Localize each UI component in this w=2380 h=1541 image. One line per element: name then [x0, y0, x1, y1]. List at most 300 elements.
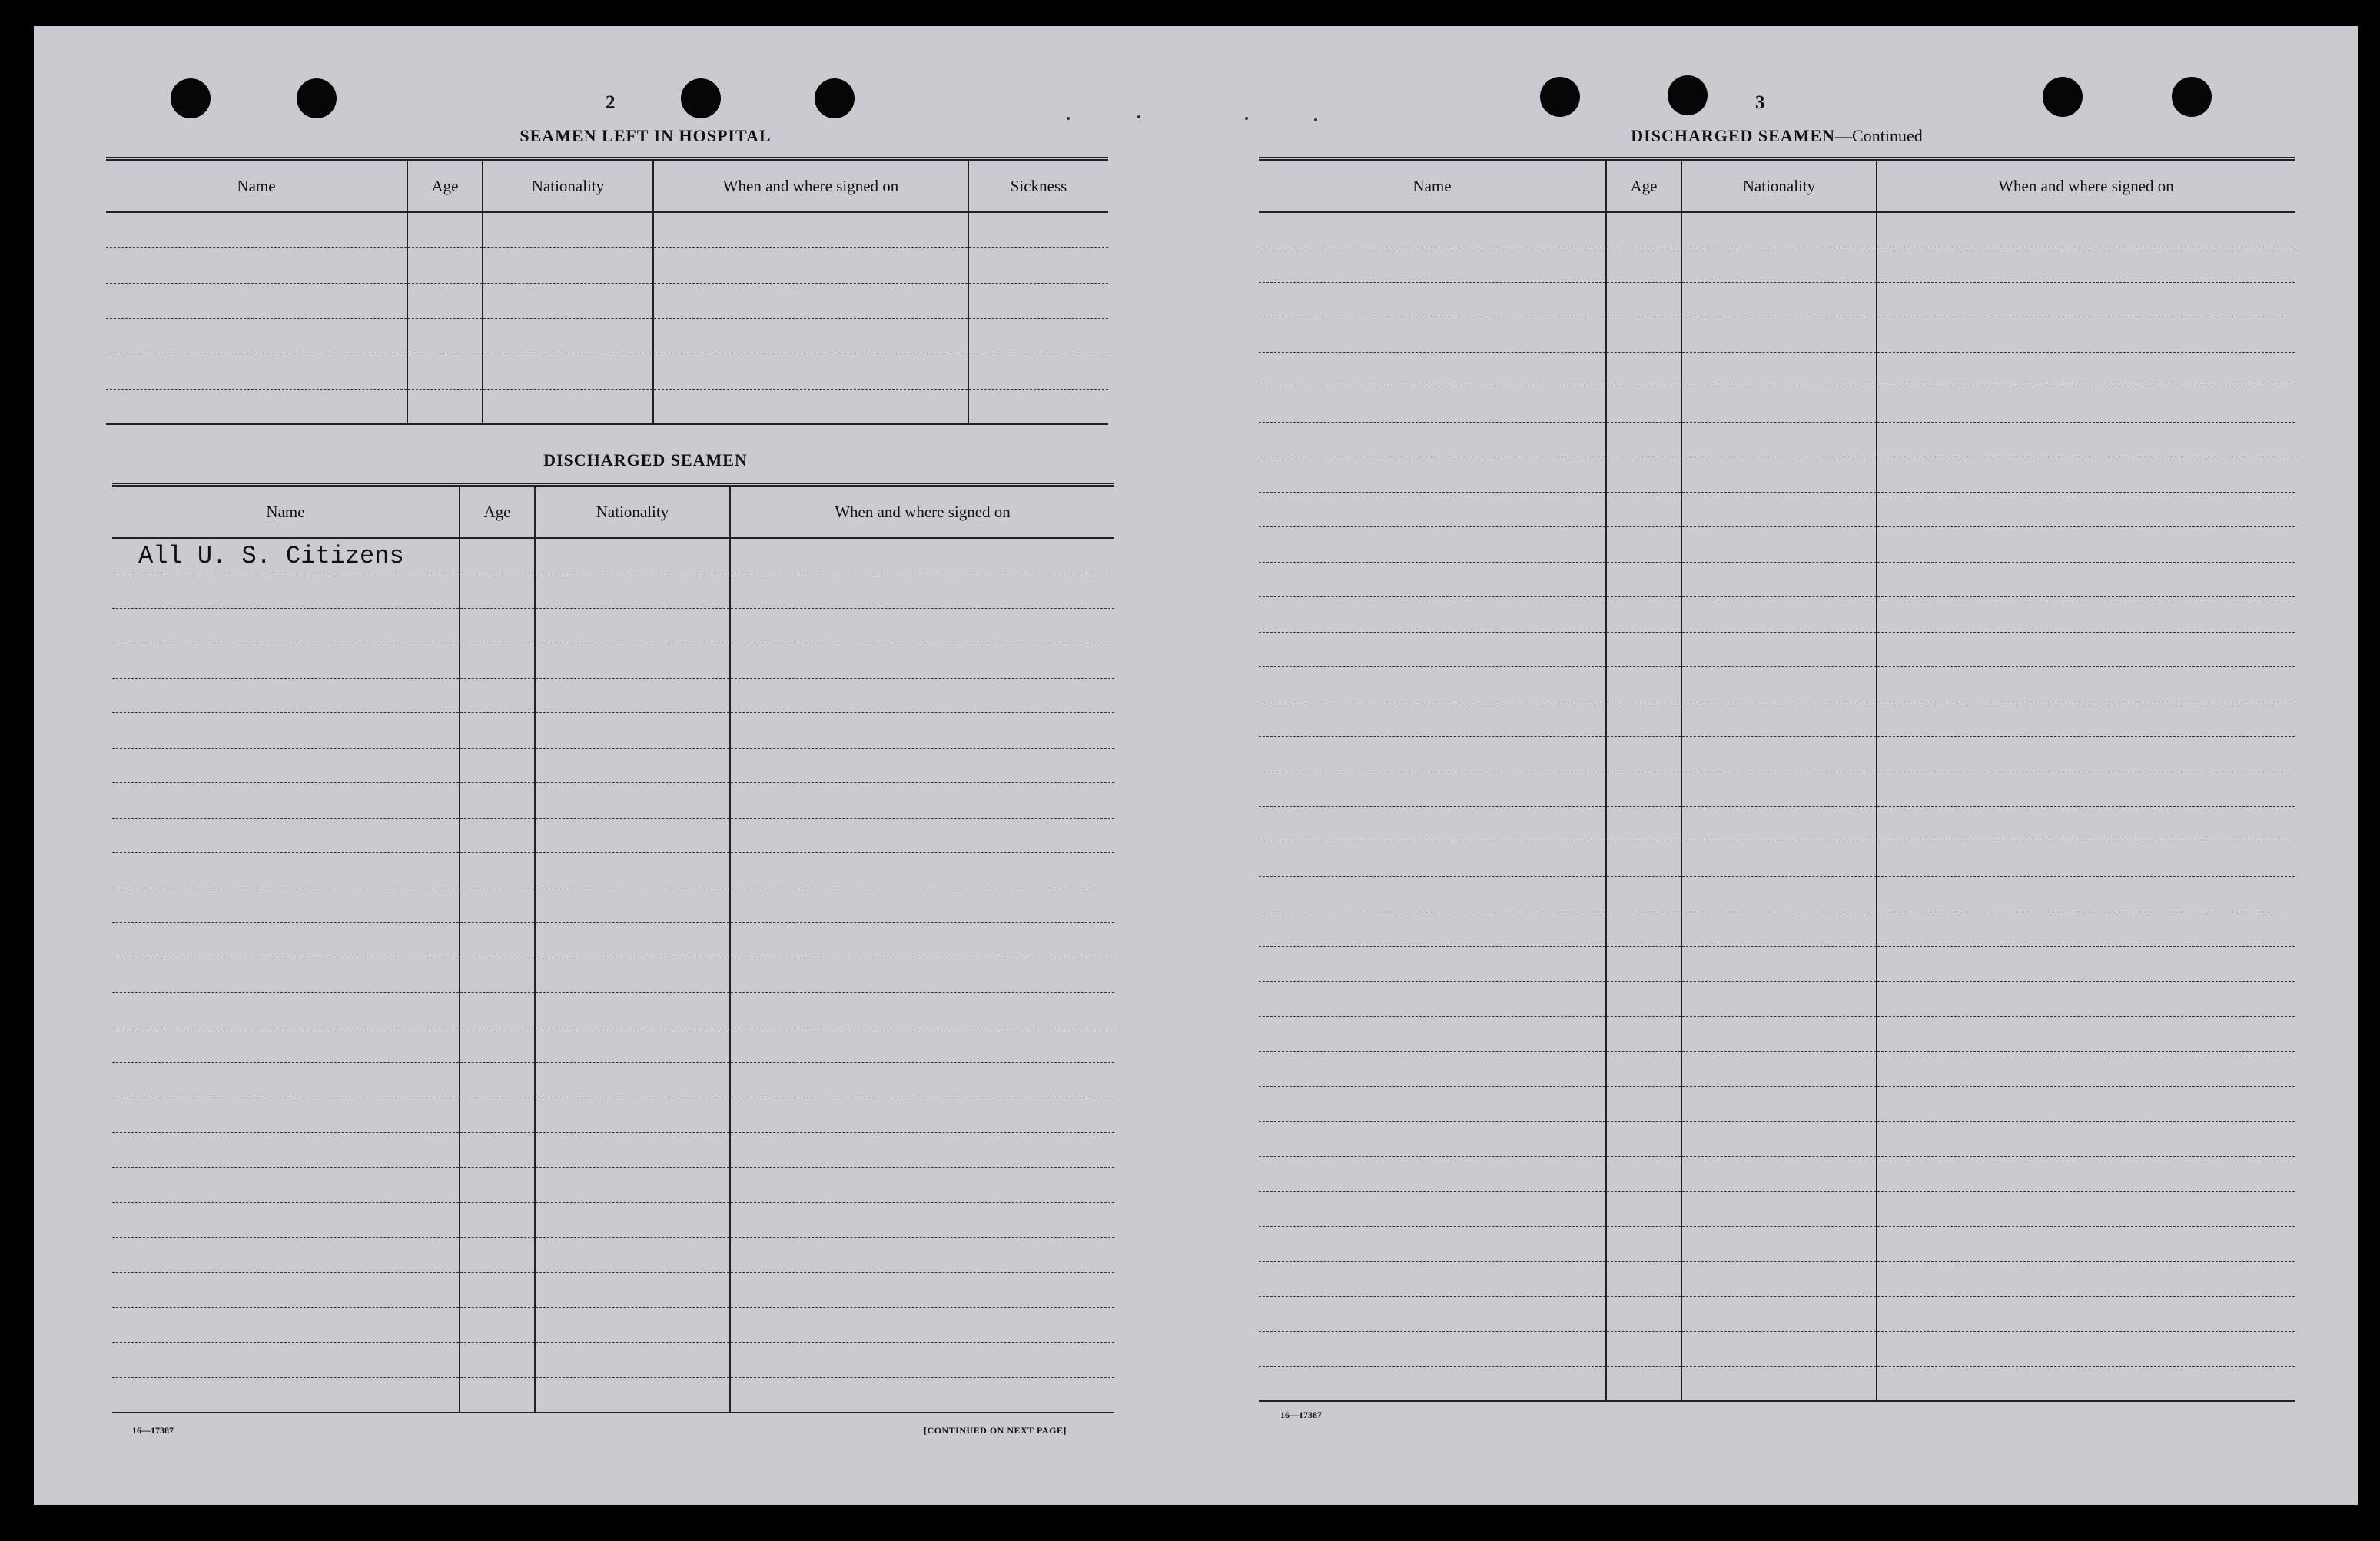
table-row: [1259, 317, 2295, 353]
table-cell: [1606, 772, 1681, 807]
table-cell: [112, 1343, 460, 1378]
table-cell: [1681, 562, 1877, 597]
table-cell: [730, 1063, 1114, 1098]
table-cell: [535, 1343, 730, 1378]
punch-hole: [297, 78, 337, 118]
table-cell: [1681, 1087, 1877, 1122]
table-cell: [112, 1377, 460, 1413]
table-cell: [730, 1307, 1114, 1343]
table-cell: [535, 818, 730, 853]
table-cell: [1259, 1331, 1606, 1367]
table-row: [106, 247, 1108, 283]
table-cell: [1877, 562, 2295, 597]
table-header-row: [112, 485, 1114, 539]
table-row: [1259, 667, 2295, 702]
punch-hole: [1540, 77, 1580, 117]
table-cell: [730, 1028, 1114, 1063]
table-cell: [1606, 492, 1681, 527]
table-cell: [1681, 772, 1877, 807]
table-row: [1259, 597, 2295, 633]
table-cell: [1681, 212, 1877, 247]
table-cell: [1606, 737, 1681, 772]
column-header: Nationality: [535, 485, 730, 539]
table-row: [112, 1133, 1114, 1168]
table-cell: [1606, 352, 1681, 387]
table-cell: [112, 1063, 460, 1098]
table-cell: [730, 1377, 1114, 1413]
table-row: [1259, 877, 2295, 912]
table-cell: [535, 1133, 730, 1168]
discharged-continued-table: [1259, 157, 2295, 1402]
table-cell: [1877, 352, 2295, 387]
table-cell: [1259, 1367, 1606, 1402]
table-cell: [483, 212, 653, 247]
table-cell: [535, 853, 730, 888]
table-row: [1259, 282, 2295, 317]
table-cell: [1681, 912, 1877, 947]
table-cell: [1606, 947, 1681, 982]
table-cell: [730, 1203, 1114, 1238]
table-row: [1259, 912, 2295, 947]
table-cell: [460, 783, 535, 819]
table-cell: [1259, 1051, 1606, 1087]
table-cell: [460, 818, 535, 853]
table-cell: [1606, 1121, 1681, 1157]
table-cell: [1877, 1121, 2295, 1157]
column-header: Age: [407, 159, 483, 213]
table-row: [1259, 247, 2295, 283]
table-cell: [535, 678, 730, 713]
ledger-sheet: [34, 26, 2358, 1505]
table-cell: [112, 643, 460, 679]
table-cell: [1877, 387, 2295, 423]
table-row: [112, 538, 1114, 573]
table-cell: [483, 283, 653, 318]
table-row: [1259, 1051, 2295, 1087]
table-cell: [730, 818, 1114, 853]
table-cell: [1259, 807, 1606, 842]
table-cell: [460, 1237, 535, 1273]
table-cell: [1259, 947, 1606, 982]
table-cell: [535, 538, 730, 573]
table-row: [112, 1203, 1114, 1238]
table-cell: [460, 608, 535, 643]
column-header: When and where signed on: [1877, 159, 2295, 213]
table-cell: [1877, 1191, 2295, 1227]
table-cell: [535, 713, 730, 749]
table-cell: [460, 748, 535, 783]
table-cell: [1259, 1261, 1606, 1297]
table-cell: [968, 247, 1108, 283]
table-row: [112, 818, 1114, 853]
table-cell: [112, 853, 460, 888]
table-cell: [106, 389, 407, 424]
column-header: Name: [112, 485, 460, 539]
table-cell: [535, 573, 730, 609]
table-cell: [1877, 1367, 2295, 1402]
table-cell: [1877, 772, 2295, 807]
table-cell: [460, 713, 535, 749]
table-cell: [1259, 737, 1606, 772]
table-cell: [1877, 912, 2295, 947]
table-cell: [1606, 842, 1681, 877]
table-row: [1259, 1227, 2295, 1262]
table-row: [1259, 562, 2295, 597]
table-row: [1259, 632, 2295, 667]
table-cell: [112, 783, 460, 819]
table-cell: [1877, 527, 2295, 563]
table-cell: [460, 1273, 535, 1308]
table-row: [112, 1343, 1114, 1378]
table-cell: [1877, 1331, 2295, 1367]
table-row: [1259, 947, 2295, 982]
table-cell: [112, 1237, 460, 1273]
table-cell: All U. S. Citizens: [112, 538, 460, 573]
table-cell: [460, 1063, 535, 1098]
table-cell: [1606, 1367, 1681, 1402]
table-cell: [1259, 667, 1606, 702]
table-cell: [730, 1098, 1114, 1133]
table-cell: [1877, 1051, 2295, 1087]
speck: [1314, 118, 1317, 121]
speck: [1245, 117, 1248, 120]
table-cell: [112, 1028, 460, 1063]
table-cell: [460, 1133, 535, 1168]
table-cell: [112, 818, 460, 853]
table-cell: [112, 608, 460, 643]
table-row: [1259, 1331, 2295, 1367]
table-cell: [1681, 317, 1877, 353]
table-cell: [1877, 1227, 2295, 1262]
table-cell: [730, 538, 1114, 573]
table-row: [1259, 422, 2295, 457]
table-row: [1259, 1297, 2295, 1332]
table-cell: [1681, 422, 1877, 457]
table-cell: [460, 888, 535, 923]
table-cell: [407, 318, 483, 354]
table-cell: [460, 958, 535, 993]
table-row: [112, 1273, 1114, 1308]
table-row: [112, 1307, 1114, 1343]
table-cell: [968, 389, 1108, 424]
table-cell: [1877, 981, 2295, 1017]
table-row: [112, 573, 1114, 609]
table-row: [112, 678, 1114, 713]
table-cell: [1681, 527, 1877, 563]
column-header: Nationality: [483, 159, 653, 213]
table-cell: [106, 283, 407, 318]
table-cell: [1681, 597, 1877, 633]
table-cell: [112, 1203, 460, 1238]
table-cell: [1877, 1157, 2295, 1192]
table-row: [1259, 702, 2295, 737]
table-cell: [1681, 282, 1877, 317]
table-cell: [730, 1343, 1114, 1378]
table-cell: [1606, 1297, 1681, 1332]
table-row: [1259, 1087, 2295, 1122]
table-cell: [535, 1237, 730, 1273]
table-row: [112, 713, 1114, 749]
table-cell: [653, 247, 968, 283]
table-cell: [1606, 912, 1681, 947]
table-cell: [1681, 1121, 1877, 1157]
table-cell: [1877, 1297, 2295, 1332]
table-cell: [112, 1307, 460, 1343]
table-row: [112, 1063, 1114, 1098]
table-cell: [730, 888, 1114, 923]
table-cell: [1259, 912, 1606, 947]
speck: [1067, 117, 1070, 120]
table-cell: [730, 958, 1114, 993]
table-cell: [1259, 317, 1606, 353]
table-row: [1259, 1367, 2295, 1402]
table-cell: [1877, 282, 2295, 317]
table-cell: [1606, 702, 1681, 737]
table-cell: [1606, 422, 1681, 457]
table-cell: [112, 713, 460, 749]
table-cell: [1606, 387, 1681, 423]
discharged-table: [112, 483, 1114, 1413]
table-cell: [1259, 282, 1606, 317]
table-row: [1259, 807, 2295, 842]
table-cell: [1259, 562, 1606, 597]
table-cell: [483, 389, 653, 424]
table-cell: [1681, 842, 1877, 877]
table-cell: [535, 888, 730, 923]
hospital-section-title: SEAMEN LEFT IN HOSPITAL: [519, 126, 772, 145]
table-row: [112, 1167, 1114, 1203]
column-header: When and where signed on: [730, 485, 1114, 539]
table-cell: [1877, 422, 2295, 457]
table-cell: [1877, 632, 2295, 667]
table-cell: [460, 853, 535, 888]
column-header: Nationality: [1681, 159, 1877, 213]
table-cell: [1259, 702, 1606, 737]
table-row: [1259, 981, 2295, 1017]
table-cell: [460, 1307, 535, 1343]
table-cell: [460, 1343, 535, 1378]
table-row: [112, 1098, 1114, 1133]
table-row: [1259, 737, 2295, 772]
table-cell: [407, 212, 483, 247]
table-cell: [407, 247, 483, 283]
table-row: [106, 354, 1108, 389]
table-cell: [460, 1028, 535, 1063]
table-cell: [1259, 352, 1606, 387]
table-cell: [1681, 1331, 1877, 1367]
table-cell: [1606, 981, 1681, 1017]
table-cell: [1606, 1051, 1681, 1087]
table-cell: [1259, 632, 1606, 667]
table-cell: [1259, 247, 1606, 283]
table-cell: [1606, 1017, 1681, 1052]
table-cell: [1259, 492, 1606, 527]
table-row: [1259, 772, 2295, 807]
table-cell: [1681, 1017, 1877, 1052]
table-cell: [730, 643, 1114, 679]
table-cell: [1259, 877, 1606, 912]
form-number-right: 16—17387: [1280, 1410, 1322, 1420]
table-cell: [1877, 947, 2295, 982]
table-cell: [1259, 212, 1606, 247]
table-header-row: [106, 159, 1108, 213]
table-cell: [407, 389, 483, 424]
table-cell: [1877, 1261, 2295, 1297]
table-cell: [106, 212, 407, 247]
punch-hole: [1668, 75, 1708, 115]
table-row: [1259, 1017, 2295, 1052]
table-cell: [460, 643, 535, 679]
table-row: [112, 1028, 1114, 1063]
table-cell: [1259, 1017, 1606, 1052]
discharged-section-title: DISCHARGED SEAMEN: [543, 450, 748, 470]
table-cell: [968, 318, 1108, 354]
table-cell: [1681, 387, 1877, 423]
table-cell: [1606, 247, 1681, 283]
table-cell: [1606, 527, 1681, 563]
table-row: [1259, 212, 2295, 247]
table-cell: [730, 713, 1114, 749]
table-row: [1259, 1121, 2295, 1157]
table-cell: [1259, 527, 1606, 563]
table-row: [1259, 1191, 2295, 1227]
table-cell: [1606, 282, 1681, 317]
table-cell: [1606, 667, 1681, 702]
table-cell: [112, 678, 460, 713]
table-cell: [535, 608, 730, 643]
table-cell: [1606, 877, 1681, 912]
table-cell: [730, 1237, 1114, 1273]
table-row: [1259, 387, 2295, 423]
column-header: Age: [460, 485, 535, 539]
column-header: Age: [1606, 159, 1681, 213]
table-cell: [1606, 807, 1681, 842]
table-cell: [1877, 737, 2295, 772]
punch-hole: [171, 78, 211, 118]
table-cell: [535, 923, 730, 958]
table-cell: [730, 1273, 1114, 1308]
table-cell: [1877, 667, 2295, 702]
table-row: [112, 888, 1114, 923]
table-cell: [1681, 457, 1877, 493]
table-row: [1259, 842, 2295, 877]
table-cell: [483, 354, 653, 389]
table-cell: [535, 1167, 730, 1203]
table-cell: [1259, 842, 1606, 877]
table-cell: [1681, 492, 1877, 527]
table-cell: [1877, 842, 2295, 877]
table-cell: [535, 1028, 730, 1063]
table-cell: [1877, 212, 2295, 247]
table-cell: [730, 1167, 1114, 1203]
page-number-left: 2: [606, 92, 616, 113]
table-cell: [112, 1133, 460, 1168]
table-row: [106, 212, 1108, 247]
table-cell: [112, 748, 460, 783]
title-main: DISCHARGED SEAMEN: [1631, 126, 1836, 145]
table-cell: [112, 923, 460, 958]
table-cell: [730, 783, 1114, 819]
table-cell: [1681, 877, 1877, 912]
table-cell: [106, 354, 407, 389]
punch-hole: [2172, 77, 2212, 117]
table-cell: [730, 1133, 1114, 1168]
table-row: [112, 643, 1114, 679]
table-row: [112, 608, 1114, 643]
column-header: Sickness: [968, 159, 1108, 213]
table-cell: [1606, 1087, 1681, 1122]
discharged-continued-title: [1259, 126, 2295, 146]
table-row: [112, 958, 1114, 993]
table-cell: [730, 678, 1114, 713]
table-cell: [653, 354, 968, 389]
table-row: [112, 923, 1114, 958]
table-row: [112, 1237, 1114, 1273]
table-cell: [460, 993, 535, 1028]
continued-note: [CONTINUED ON NEXT PAGE]: [924, 1425, 1067, 1436]
table-cell: [1681, 667, 1877, 702]
table-cell: [1259, 1227, 1606, 1262]
table-cell: [535, 1203, 730, 1238]
table-cell: [1259, 1121, 1606, 1157]
table-cell: [1259, 387, 1606, 423]
table-cell: [407, 354, 483, 389]
table-cell: [1681, 1191, 1877, 1227]
table-row: [106, 389, 1108, 424]
table-cell: [112, 1167, 460, 1203]
table-cell: [1681, 737, 1877, 772]
table-cell: [535, 1098, 730, 1133]
table-cell: [1877, 877, 2295, 912]
table-cell: [1681, 807, 1877, 842]
table-cell: [535, 748, 730, 783]
table-cell: [535, 643, 730, 679]
table-cell: [1259, 772, 1606, 807]
table-cell: [106, 318, 407, 354]
table-cell: [460, 538, 535, 573]
table-cell: [730, 923, 1114, 958]
table-row: [1259, 492, 2295, 527]
table-cell: [1877, 317, 2295, 353]
table-cell: [1681, 981, 1877, 1017]
punch-hole: [681, 78, 721, 118]
table-cell: [1877, 492, 2295, 527]
table-cell: [1681, 1367, 1877, 1402]
table-cell: [460, 1377, 535, 1413]
table-cell: [1681, 352, 1877, 387]
table-cell: [968, 212, 1108, 247]
table-row: [112, 748, 1114, 783]
table-cell: [460, 1098, 535, 1133]
table-cell: [460, 1203, 535, 1238]
table-header-row: [1259, 159, 2295, 213]
table-row: [1259, 1157, 2295, 1192]
table-cell: [460, 573, 535, 609]
table-cell: [730, 853, 1114, 888]
table-row: [1259, 457, 2295, 493]
table-cell: [112, 888, 460, 923]
table-row: [1259, 1261, 2295, 1297]
table-cell: [112, 1098, 460, 1133]
table-cell: [653, 283, 968, 318]
table-row: [112, 993, 1114, 1028]
table-cell: [1606, 1331, 1681, 1367]
table-cell: [653, 318, 968, 354]
punch-hole: [815, 78, 855, 118]
table-cell: [1877, 1017, 2295, 1052]
table-cell: [1681, 1051, 1877, 1087]
table-cell: [1606, 1191, 1681, 1227]
